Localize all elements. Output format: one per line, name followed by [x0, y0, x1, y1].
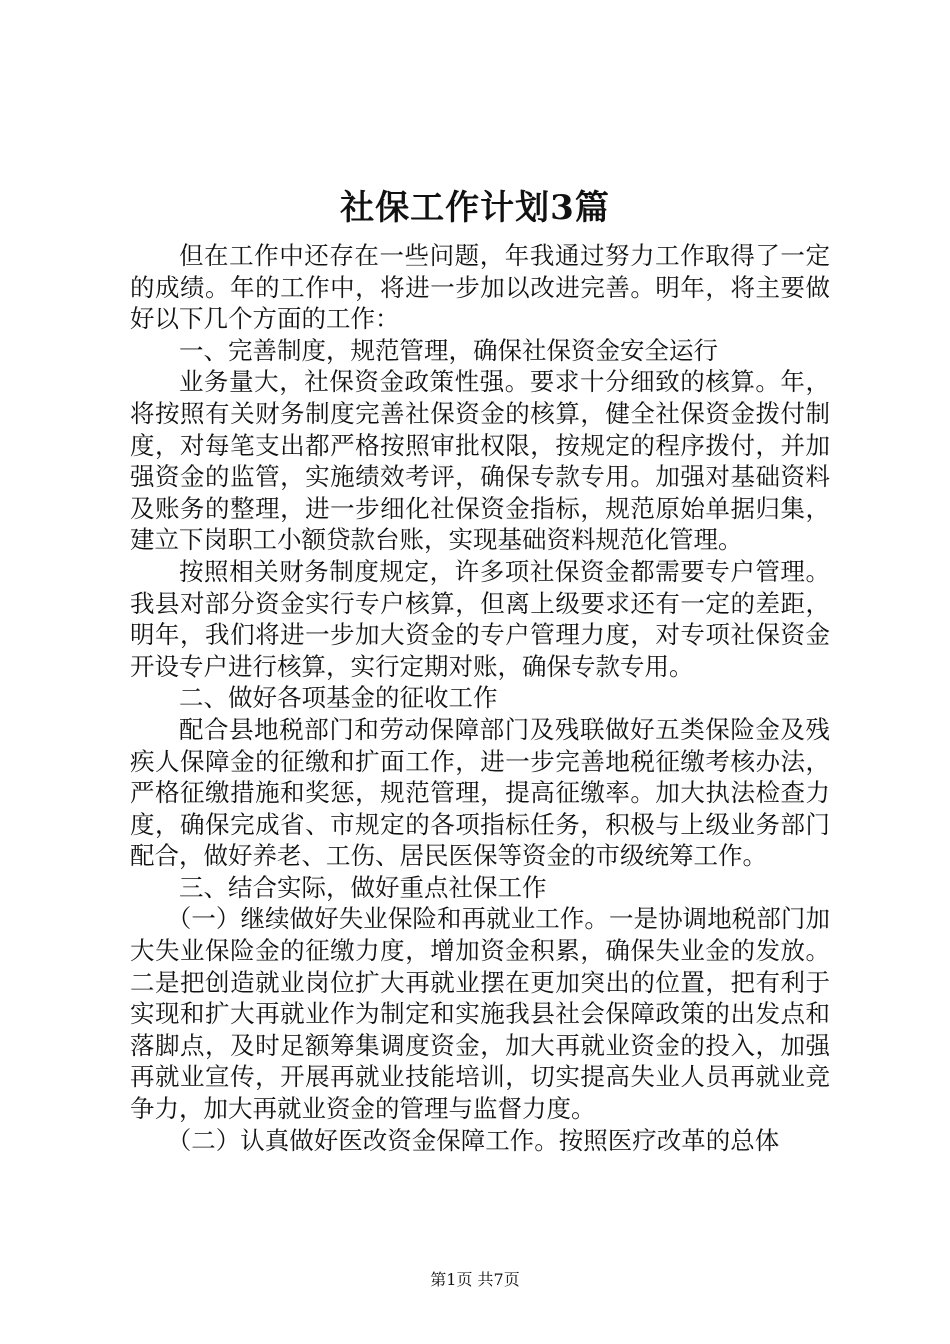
section-heading: 二、做好各项基金的征收工作 [179, 683, 498, 713]
page-footer: 第1页 共7页 [430, 1270, 520, 1289]
subsection-paragraph: （一）继续做好失业保险和再就业工作。一是协调地税部门加大失业保险金的征缴力度，增加资金积累，确保失业金的发放。二是把创造就业岗位扩大再就业摆在更加突出的位置，把有利于实现和扩大再就业作为制定和实施我县社会保障政策的出发点和落脚点，及时足额筹集调度资金，加大再就业资金的投入，加强再就业宣传，开展再就业技能培训，切实提高失业人员再就业竞争力，加大再就业资金的管理与监督力度。 [130, 904, 830, 1124]
paragraph: 按照相关财务制度规定，许多项社保资金都需要专户管理。我县对部分资金实行专户核算，但离上级要求还有一定的差距，明年，我们将进一步加大资金的专户管理力度，对专项社保资金开设专户进行核算，实行定期对账，确保专款专用。 [130, 556, 830, 681]
document-body [130, 240, 830, 1156]
section-heading: 三、结合实际，做好重点社保工作 [179, 872, 547, 902]
document-title: 社保工作计划3篇 [340, 188, 610, 228]
subsection-paragraph: （二）认真做好医改资金保障工作。按照医疗改革的总体 [166, 1125, 780, 1155]
section-heading: 一、完善制度，规范管理，确保社保资金安全运行 [179, 335, 718, 365]
paragraph: 但在工作中还存在一些问题，年我通过努力工作取得了一定的成绩。年的工作中，将进一步加以改进完善。明年，将主要做好以下几个方面的工作： [130, 241, 830, 334]
paragraph: 配合县地税部门和劳动保障部门及残联做好五类保险金及残疾人保障金的征缴和扩面工作，进一步完善地税征缴考核办法，严格征缴措施和奖惩，规范管理，提高征缴率。加大执法检查力度，确保完成省、市规定的各项指标任务，积极与上级业务部门配合，做好养老、工伤、居民医保等资金的市级统筹工作。 [130, 714, 830, 871]
paragraph: 业务量大，社保资金政策性强。要求十分细致的核算。年，将按照有关财务制度完善社保资金的核算，健全社保资金拨付制度，对每笔支出都严格按照审批权限，按规定的程序拨付，并加强资金的监管，实施绩效考评，确保专款专用。加强对基础资料及账务的整理，进一步细化社保资金指标，规范原始单据归集，建立下岗职工小额贷款台账，实现基础资料规范化管理。 [130, 367, 830, 555]
